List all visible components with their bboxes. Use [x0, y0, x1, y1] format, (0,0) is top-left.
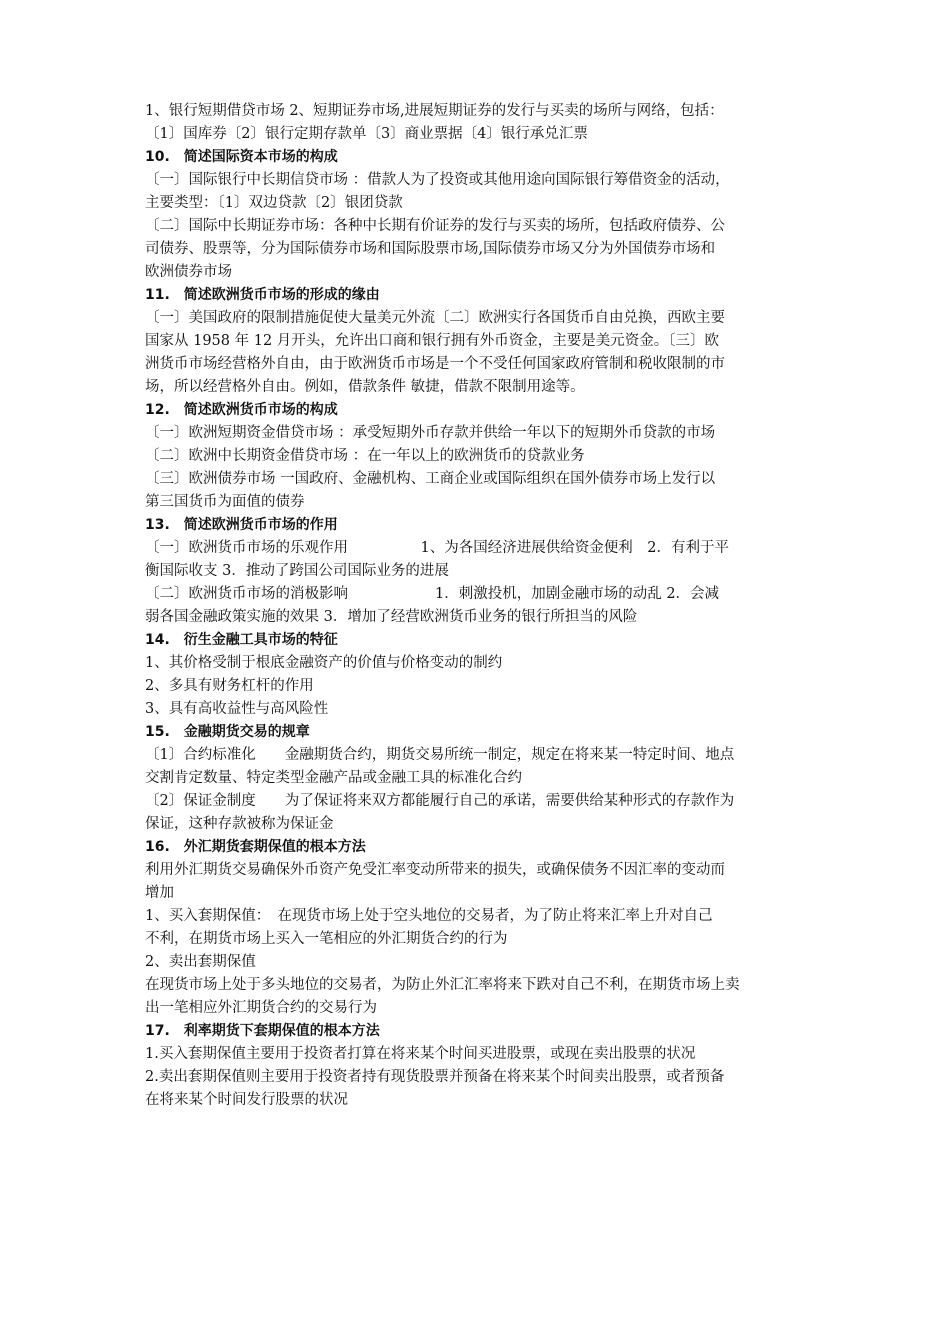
text-line: 保证，这种存款被称为保证金: [145, 816, 334, 832]
text-line: 〔二〕国际中长期证券市场：各种中长期有价证券的发行与买卖的场所，包括政府债券、公: [145, 218, 725, 234]
document-page: [145, 100, 815, 1112]
text-line: 〔1〕国库券〔2〕银行定期存款单〔3〕商业票据〔4〕银行承兑汇票: [145, 126, 588, 142]
text-line: 衡国际收支 3．推动了跨国公司国际业务的进展: [145, 563, 449, 579]
section-heading-17: 17. 利率期货下套期保值的根本方法: [145, 1023, 380, 1039]
text-line: 〔一〕欧洲短期资金借贷市场 ：承受短期外币存款并供给一年以下的短期外币贷款的市场: [145, 425, 716, 441]
text-line: 不利，在期货市场上买入一笔相应的外汇期货合约的行为: [145, 931, 508, 947]
text-line: 在现货市场上处于多头地位的交易者，为防止外汇汇率将来下跌对自己不利，在期货市场上卖: [145, 977, 740, 993]
text-line: 弱各国金融政策实施的效果 3．增加了经营欧洲货币业务的银行所担当的风险: [145, 609, 638, 625]
text-line: 3、具有高收益性与高风险性: [145, 701, 329, 717]
text-line: 利用外汇期货交易确保外币资产免受汇率变动所带来的损失，或确保债务不因汇率的变动而: [145, 862, 725, 878]
text-line: 交割肯定数量、特定类型金融产品或金融工具的标准化合约: [145, 770, 522, 786]
text-line: 司债券、股票等，分为国际债券市场和国际股票市场,国际债券市场又分为外国债券市场和: [145, 241, 716, 257]
text-line: 国家从 1958 年 12 月开头，允许出口商和银行拥有外币资金，主要是美元资金。〔三〕欧: [145, 333, 720, 349]
text-line: 〔一〕美国政府的限制措施促使大量美元外流〔二〕欧洲实行各国货币自由兑换，西欧主要: [145, 310, 725, 326]
text-line: 2、多具有财务杠杆的作用: [145, 678, 314, 694]
text-line: 出一笔相应外汇期货合约的交易行为: [145, 1000, 377, 1016]
text-line: 场，所以经营格外自由。例如，借款条件 敏捷，借款不限制用途等。: [145, 379, 585, 395]
text-line: 〔二〕欧洲货币市场的消极影响 1．刺激投机，加剧金融市场的动乱 2．会减: [145, 586, 720, 602]
text-line: 增加: [145, 885, 174, 901]
text-line: 主要类型：〔1〕双边贷款〔2〕银团贷款: [145, 195, 403, 211]
section-heading-10: 10. 简述国际资本市场的构成: [145, 149, 338, 165]
section-heading-14: 14. 衍生金融工具市场的特征: [145, 632, 338, 648]
text-line: 〔三〕欧洲债券市场 一国政府、金融机构、工商企业或国际组织在国外债券市场上发行以: [145, 471, 716, 487]
text-line: 欧洲债券市场: [145, 264, 232, 280]
text-line: 第三国货币为面值的债券: [145, 494, 305, 510]
text-line: 1.买入套期保值主要用于投资者打算在将来某个时间买进股票，或现在卖出股票的状况: [145, 1046, 696, 1062]
text-line: 2.卖出套期保值则主要用于投资者持有现货股票并预备在将来某个时间卖出股票，或者预备: [145, 1069, 725, 1085]
text-line: 〔2〕保证金制度 为了保证将来双方都能履行自己的承诺，需要供给某种形式的存款作为: [145, 793, 735, 809]
text-line: 1、其价格受制于根底金融资产的价值与价格变动的制约: [145, 655, 503, 671]
section-heading-11: 11. 简述欧洲货币市场的形成的缘由: [145, 287, 380, 303]
section-heading-13: 13. 简述欧洲货币市场的作用: [145, 517, 338, 533]
text-line: 1、银行短期借贷市场 2、短期证券市场,进展短期证券的发行与买卖的场所与网络，包括：: [145, 103, 724, 119]
text-line: 〔1〕合约标准化 金融期货合约，期货交易所统一制定，规定在将来某一特定时间、地点: [145, 747, 735, 763]
section-heading-12: 12. 简述欧洲货币市场的构成: [145, 402, 338, 418]
section-heading-16: 16. 外汇期货套期保值的根本方法: [145, 839, 366, 855]
text-line: 1、买入套期保值： 在现货市场上处于空头地位的交易者，为了防止将来汇率上升对自己: [145, 908, 713, 924]
text-line: 在将来某个时间发行股票的状况: [145, 1092, 348, 1108]
text-line: 〔一〕欧洲货币市场的乐观作用 1、为各国经济进展供给资金便利 2．有利于平: [145, 540, 729, 556]
text-line: 〔二〕欧洲中长期资金借贷市场 ：在一年以上的欧洲货币的贷款业务: [145, 448, 585, 464]
section-heading-15: 15. 金融期货交易的规章: [145, 724, 310, 740]
text-line: 2、卖出套期保值: [145, 954, 256, 970]
text-line: 〔一〕国际银行中长期信贷市场 ：借款人为了投资或其他用途向国际银行筹借资金的活动，: [145, 172, 730, 188]
text-line: 洲货币市场经营格外自由，由于欧洲货币市场是一个不受任何国家政府管制和税收限制的市: [145, 356, 725, 372]
